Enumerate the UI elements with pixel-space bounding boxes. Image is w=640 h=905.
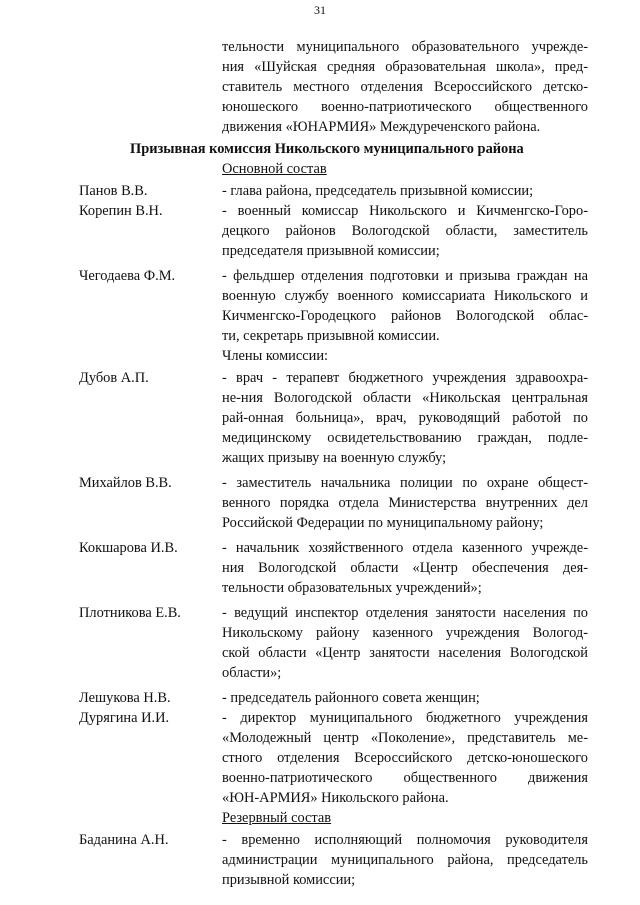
member-name: Михайлов В.В. xyxy=(79,475,172,491)
description-line: жащих призыву на военную службу; xyxy=(222,450,447,466)
member-name: Чегодаева Ф.М. xyxy=(79,268,176,284)
intro-line: ставитель местного отделения Всероссийского детско- xyxy=(222,79,588,95)
description-line: - глава района, председатель призывной комиссии; xyxy=(222,183,534,199)
member-description xyxy=(222,368,588,468)
description-line: - военный комиссар Никольского и Кичменгско-Горо- xyxy=(222,203,588,219)
member-name: Плотникова Е.В. xyxy=(79,605,181,621)
intro-paragraph xyxy=(222,37,588,137)
description-line: военно-патриотического общественного движения xyxy=(222,770,588,786)
member-row xyxy=(0,538,640,598)
member-row xyxy=(0,201,640,261)
description-line: медицинскому освидетельствованию граждан, подле- xyxy=(222,430,588,446)
member-name: Дубов А.П. xyxy=(79,370,149,386)
main-composition-label: Основной состав xyxy=(222,161,327,177)
member-row xyxy=(0,708,640,808)
document-content xyxy=(0,37,640,890)
description-line: тельности образовательных учреждений»; xyxy=(222,580,482,596)
description-line: Российской Федерации по муниципальному району; xyxy=(222,515,544,531)
description-line: ской области «Центр занятости населения Вологодской xyxy=(222,645,588,661)
description-line: Кичменгско-Городецкого районов Вологодской облас- xyxy=(222,308,588,324)
member-description xyxy=(222,538,588,598)
description-line: - заместитель начальника полиции по охране общест- xyxy=(222,475,588,491)
member-row xyxy=(0,688,640,708)
member-name: Баданина А.Н. xyxy=(79,832,169,848)
member-name: Дурягина И.И. xyxy=(79,710,170,726)
member-name: Кокшарова И.В. xyxy=(79,540,178,556)
reserve-composition-label: Резервный состав xyxy=(222,810,332,826)
description-line: - временно исполняющий полномочия руководителя xyxy=(222,832,588,848)
description-line: - фельдшер отделения подготовки и призыва граждан на xyxy=(222,268,588,284)
member-description xyxy=(222,266,588,346)
member-row xyxy=(0,266,640,346)
intro-line: движения «ЮНАРМИЯ» Междуреченского района. xyxy=(222,119,541,135)
member-description xyxy=(222,181,588,201)
description-line: призывной комиссии; xyxy=(222,872,356,888)
intro-line: ния «Шуйская средняя образовательная школа», пред- xyxy=(222,59,588,75)
description-line: - директор муниципального бюджетного учреждения xyxy=(222,710,588,726)
description-line: не-ния Вологодской области «Никольская центральная xyxy=(222,390,588,406)
member-description xyxy=(222,830,588,890)
description-line: стного отделения Всероссийского детско-юношеского xyxy=(222,750,588,766)
description-line: ти, секретарь призывной комиссии. xyxy=(222,328,440,344)
member-row xyxy=(0,830,640,890)
description-line: - председатель районного совета женщин; xyxy=(222,690,480,706)
member-description xyxy=(222,688,588,708)
description-line: децкого районов Вологодской области, заместитель xyxy=(222,223,588,239)
description-line: администрации муниципального района, председатель xyxy=(222,852,588,868)
member-row xyxy=(0,368,640,468)
member-row xyxy=(0,473,640,533)
member-description xyxy=(222,708,588,808)
description-line: председателя призывной комиссии; xyxy=(222,243,440,259)
member-name: Панов В.В. xyxy=(79,183,148,199)
description-line: ния Вологодской области «Центр обеспечения дея- xyxy=(222,560,588,576)
description-line: Никольскому району казенного учреждения Вологод- xyxy=(222,625,588,641)
page-number: 31 xyxy=(314,3,326,17)
member-row xyxy=(0,181,640,201)
member-name: Лешукова Н.В. xyxy=(79,690,171,706)
description-line: венного порядка отдела Министерства внутренних дел xyxy=(222,495,588,511)
description-line: области»; xyxy=(222,665,282,681)
description-line: «Молодежный центр «Поколение», представитель ме- xyxy=(222,730,588,746)
member-description xyxy=(222,603,588,683)
description-line: «ЮН-АРМИЯ» Никольского района. xyxy=(222,790,449,806)
member-description xyxy=(222,473,588,533)
member-row xyxy=(0,603,640,683)
description-line: - ведущий инспектор отделения занятости населения по xyxy=(222,605,588,621)
description-line: военную службу военного комиссариата Никольского и xyxy=(222,288,588,304)
member-description xyxy=(222,201,588,261)
description-line: - врач - терапевт бюджетного учреждения здравоохра- xyxy=(222,370,588,386)
intro-line: юношеского военно-патриотического общественного xyxy=(222,99,588,115)
description-line: - начальник хозяйственного отдела казенного учрежде- xyxy=(222,540,588,556)
intro-line: тельности муниципального образовательного учрежде- xyxy=(222,39,588,55)
description-line: рай-онная больница», врач, руководящий работой по xyxy=(222,410,588,426)
members-label: Члены комиссии: xyxy=(222,348,329,364)
commission-heading: Призывная комиссия Никольского муниципального района xyxy=(130,141,524,157)
member-name: Корепин В.Н. xyxy=(79,203,163,219)
